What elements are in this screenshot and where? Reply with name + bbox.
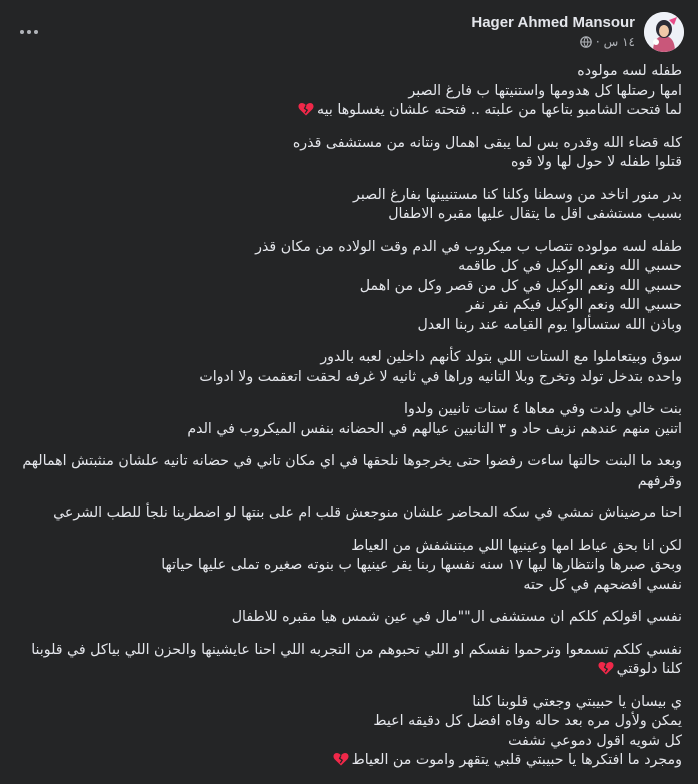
post-paragraph: [16, 504, 682, 524]
post-paragraph: [16, 186, 682, 225]
post-text: نفسي كلكم تسمعوا وترحموا نفسكم او اللي تحبوهم من التجربه اللي احنا عايشينها والحزن اللي بياكل في قلوبنا: [31, 641, 682, 658]
post-paragraph: [16, 693, 682, 771]
post-text-line: [16, 556, 682, 576]
post-body: [16, 62, 682, 784]
post-text: كل شويه اقول دموعي نشفت: [508, 732, 682, 749]
post-text: واحده بتدخل تولد وتخرج وبلا التانيه وراها في ثانيه لا غرفه لحقت اتعقمت ولا ادوات: [199, 368, 682, 385]
post-text-line: [16, 732, 682, 752]
post-text-line: [16, 186, 682, 206]
post-text-line: [16, 537, 682, 557]
post-text-line: [16, 257, 682, 277]
post-text-line: [16, 82, 682, 102]
post-text-line: [16, 504, 682, 524]
post-text: قتلوا طفله لا حول لها ولا قوه: [510, 154, 682, 170]
post-text: طفله لسه مولوده: [577, 63, 682, 79]
post-text: بنت خالي ولدت وفي معاها ٤ ستات تانيين ولدوا: [404, 401, 682, 417]
post-paragraph: [16, 537, 682, 596]
post-meta: [471, 12, 635, 49]
post-text: وبحق صبرها وانتظارها ليها ١٧ سنه نفسها ربنا يقر عينيها ب بنوته صغيره تملى عليها حياتها: [161, 557, 682, 573]
more-options-icon[interactable]: [16, 22, 42, 42]
post-text-line: [16, 712, 682, 732]
post-text-line: [16, 238, 682, 258]
post-text-line: [16, 134, 682, 154]
post-text-line: [16, 62, 682, 82]
post-text: لكن انا بحق عياط امها وعينيها اللي مبتنشفش من العياط: [351, 537, 682, 554]
broken-heart-icon: [333, 752, 349, 766]
post-text: حسبي الله ونعم الوكيل في كل طاقمه: [458, 258, 682, 274]
post-text-line: [16, 400, 682, 420]
post-text: احنا مرضيناش نمشي في سكه المحاضر علشان منوجعش قلب ام على بنتها لو اضطرينا نلجأ للطب الشرعي: [53, 505, 682, 521]
post-text-line: [16, 368, 682, 388]
post-text-line: [16, 277, 682, 297]
post-text-line: [16, 348, 682, 368]
post-text-line: [16, 205, 682, 225]
post-text: اتنين منهم عندهم نزيف حاد و ٣ التانيين عيالهم في الحضانه بنفس الميكروب في الدم: [187, 420, 682, 437]
post-text: لما فتحت الشامبو بتاعها من علبته .. فتحته علشان يغسلوها بيه: [317, 102, 682, 118]
post-paragraph: [16, 452, 682, 491]
post-text: امها رصتلها كل هدومها واستنيتها ب فارغ الصبر: [408, 82, 682, 99]
post-text: حسبي الله ونعم الوكيل في كل من قصر وكل من اهمل: [359, 277, 682, 294]
post-paragraph: [16, 62, 682, 121]
post-paragraph: [16, 400, 682, 439]
post-text-line: [16, 153, 682, 173]
post-text-line: [16, 296, 682, 316]
post-text: سوق وبيتعاملوا مع الستات اللي بتولد كأنهم داخلين لعبه بالدور: [320, 349, 682, 365]
post-text: بدر منور اتاخد من وسطنا وكلنا كنا مستنيينها بفارغ الصبر: [353, 186, 682, 203]
author-name[interactable]: Hager Ahmed Mansour: [471, 14, 635, 31]
post-paragraph: [16, 134, 682, 173]
post-text-line: [16, 452, 682, 491]
post-text: يمكن ولأول مره بعد حاله وفاه افضل كل دقيقه اعيط: [373, 713, 682, 729]
post-paragraph: [16, 608, 682, 628]
post-text: كلنا دلوقتي: [616, 661, 682, 677]
post-text: نفسي اقولكم كلكم ان مستشفى ال""مال في عين شمس هيا مقبره للاطفال: [231, 609, 682, 625]
post-text: نفسي افضحهم في كل حته: [523, 576, 682, 593]
post-text-line: [16, 101, 682, 121]
post-text: ومجرد ما افتكرها يا حبيبتي قلبي يتقهر واموت من العياط: [351, 752, 682, 768]
post-text: كله قضاء الله وقدره بس لما يبقى اهمال ونتانه من مستشفى قذره: [292, 134, 682, 151]
post-text-line: [16, 316, 682, 336]
post-text-line: [16, 608, 682, 628]
post-text: وبعد ما البنت حالتها ساءت رفضوا حتى يخرجوها نلحقها في اي مكان تاني في حضانه تانيه علشان منثبتش اهمالهم وقرفهم: [22, 453, 682, 489]
broken-heart-icon: [298, 102, 314, 116]
post-text: وباذن الله ستسألوا يوم القيامه عند ربنا العدل: [417, 316, 682, 333]
post-text: طفله لسه مولوده تتصاب ب ميكروب في الدم وقت الولاده من مكان قذر: [255, 238, 682, 255]
post-paragraph: [16, 348, 682, 387]
post-text-line: [16, 751, 682, 771]
broken-heart-icon: [598, 661, 614, 675]
post-text-line: [16, 693, 682, 713]
post-subline: [471, 35, 635, 49]
post-header: [471, 12, 684, 52]
post-paragraph: [16, 641, 682, 680]
post-text-line: [16, 641, 682, 661]
post-text-line: [16, 420, 682, 440]
post-time[interactable]: ١٤ س: [603, 35, 635, 49]
separator-dot: ·: [595, 35, 600, 49]
post-text-line: [16, 660, 682, 680]
post-text: بسبب مستشفى اقل ما يتقال عليها مقبره الاطفال: [388, 206, 682, 222]
avatar[interactable]: [644, 12, 684, 52]
globe-icon[interactable]: [580, 36, 592, 48]
avatar-image: [644, 12, 684, 52]
post-text: ي بيسان يا حبيبتي وجعتي قلوبنا كلنا: [472, 693, 682, 710]
post-text-line: [16, 576, 682, 596]
post-text: حسبي الله ونعم الوكيل فيكم نفر نفر: [466, 297, 682, 313]
post-paragraph: [16, 238, 682, 336]
